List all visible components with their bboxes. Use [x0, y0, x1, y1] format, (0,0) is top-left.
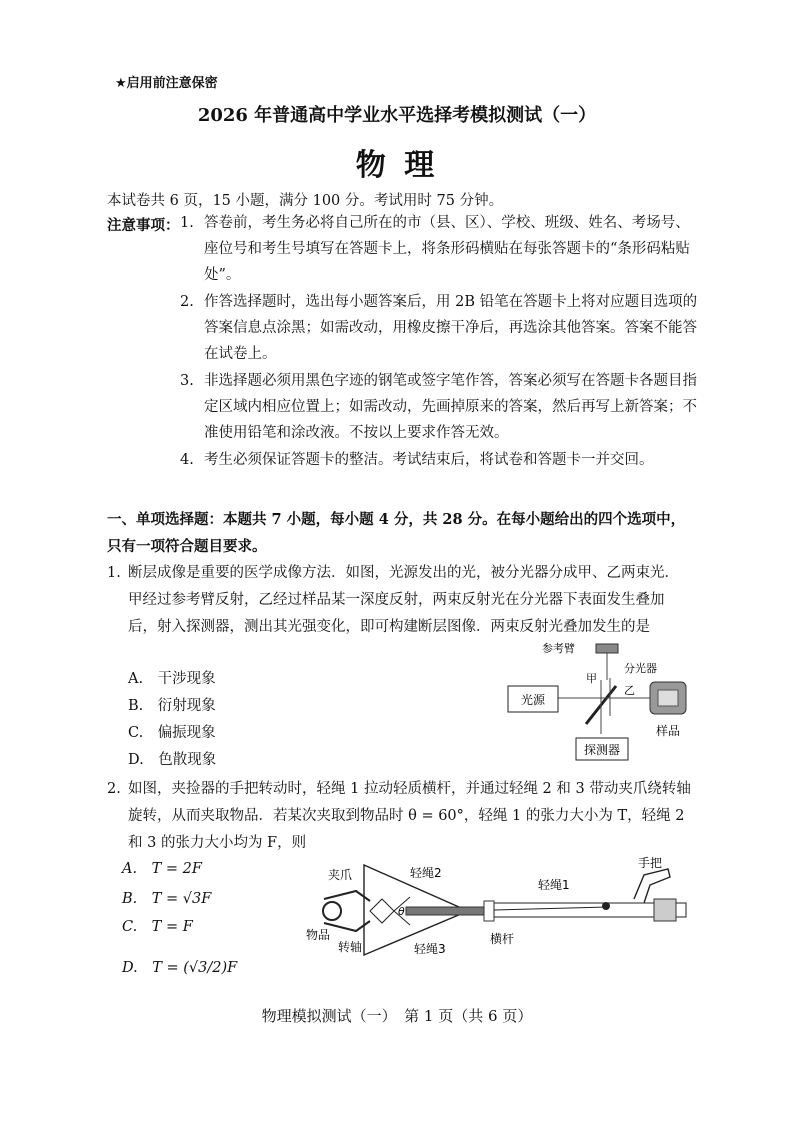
label-sample: 样品: [655, 724, 681, 738]
label-reference-arm: 参考臂: [542, 642, 575, 655]
label-claw: 夹爪: [328, 868, 353, 882]
option-c: C. T = F: [122, 919, 193, 935]
exam-title: 2026 年普通高中学业水平选择考模拟测试（一）: [197, 105, 597, 126]
label-rope2: 轻绳2: [410, 866, 442, 880]
option-a: A. 干涉现象: [128, 671, 216, 687]
notice-text: 考生必须保证答题卡的整洁。考试结束后，将试卷和答题卡一并交回。: [204, 452, 654, 468]
sample-inner: [658, 690, 678, 706]
option-a: A. T = 2F: [122, 861, 202, 877]
section-heading: 一、单项选择题：本题共 7 小题，每小题 4 分，共 28 分。在每小题给出的四个选项中，只有一项符合题目要求。: [107, 511, 686, 555]
notice-number: 4.: [180, 452, 194, 468]
notice-text: 作答选择题时，选出每小题答案后，用 2B 铅笔在答题卡上将对应题目选项的答案信息点涂黑；如需改动，用橡皮擦干净后，再选涂其他答案。答案不能答在试卷上。: [204, 294, 698, 362]
question-2: [107, 776, 692, 857]
reference-mirror: [596, 644, 618, 653]
notice-item: [180, 210, 700, 288]
confidential-mark: ★启用前注意保密: [115, 76, 218, 91]
question-stem: 断层成像是重要的医学成像方法．如图，光源发出的光，被分光器分成甲、乙两束光．甲经过参考臂反射，乙经过样品某一深度反射，两束反射光在分光器下表面发生叠加后，射入探测器，测出其光强变化，即可构建断层图像．两束反射光叠加发生的是: [128, 565, 679, 635]
question-1: [107, 560, 692, 641]
label-splitter: 分光器: [624, 662, 657, 675]
question-number: 2.: [107, 781, 121, 797]
label-bar: 横杆: [490, 932, 515, 946]
spring-shape: [654, 899, 676, 921]
notice-number: 2.: [180, 294, 194, 310]
label-source: 光源: [520, 693, 546, 707]
label-jia: 甲: [586, 672, 597, 685]
option-d: D. T = (√3/2)F: [122, 960, 238, 976]
option-b: B. 衍射现象: [128, 698, 216, 714]
notice-item: [180, 447, 700, 473]
oct-diagram: [500, 638, 700, 768]
subject-title: 物 理: [355, 148, 439, 183]
notice-item: [180, 368, 700, 446]
question-stem: 如图，夹捡器的手把转动时，轻绳 1 拉动轻质横杆，并通过轻绳 2 和 3 带动夹爪绕转轴旋转，从而夹取物品．若某次夹取到物品时 θ = 60°，轻绳 1 的张力大小为 T，轻绳 2 和 3 的张力大小均为 F，则: [128, 781, 691, 851]
label-theta: θ: [398, 905, 405, 918]
label-rope1: 轻绳1: [538, 878, 570, 892]
notice-number: 1.: [180, 215, 194, 231]
notice-number: 3.: [180, 373, 194, 389]
label-rope3: 轻绳3: [414, 942, 446, 956]
notice-label: 注意事项：: [107, 217, 180, 234]
rope-1-knot: [602, 902, 610, 910]
question-number: 1.: [107, 565, 121, 581]
bar-block: [484, 901, 494, 921]
option-c: C. 偏振现象: [128, 725, 216, 741]
item-shape: [323, 902, 341, 920]
option-b: B. T = √3F: [122, 891, 212, 907]
label-axis: 转轴: [338, 940, 363, 954]
crossbar-shape: [406, 907, 486, 915]
grabber-diagram: [298, 855, 694, 965]
handle-shape: [634, 869, 670, 903]
label-yi: 乙: [624, 684, 635, 697]
page-footer: 物理模拟测试（一） 第 1 页（共 6 页）: [261, 1007, 533, 1025]
axis-shape: [370, 899, 394, 923]
label-detector: 探测器: [583, 743, 621, 757]
option-d: D. 色散现象: [128, 752, 217, 768]
notice-text: 非选择题必须用黑色字迹的钢笔或签字笔作答，答案必须写在答题卡各题目指定区域内相应位置上；如需改动，先画掉原来的答案，然后再写上新答案；不准使用铅笔和涂改液。不按以上要求作答无效。: [204, 373, 697, 441]
label-item: 物品: [306, 928, 331, 942]
exam-intro: 本试卷共 6 页，15 小题，满分 100 分。考试用时 75 分钟。: [107, 193, 504, 209]
notice-text: 答卷前，考生务必将自己所在的市（县、区）、学校、班级、姓名、考场号、座位号和考生号填写在答题卡上，将条形码横贴在每张答题卡的“条形码粘贴处”。: [204, 215, 690, 283]
notice-item: [180, 289, 700, 367]
label-handle: 手把: [638, 856, 663, 870]
